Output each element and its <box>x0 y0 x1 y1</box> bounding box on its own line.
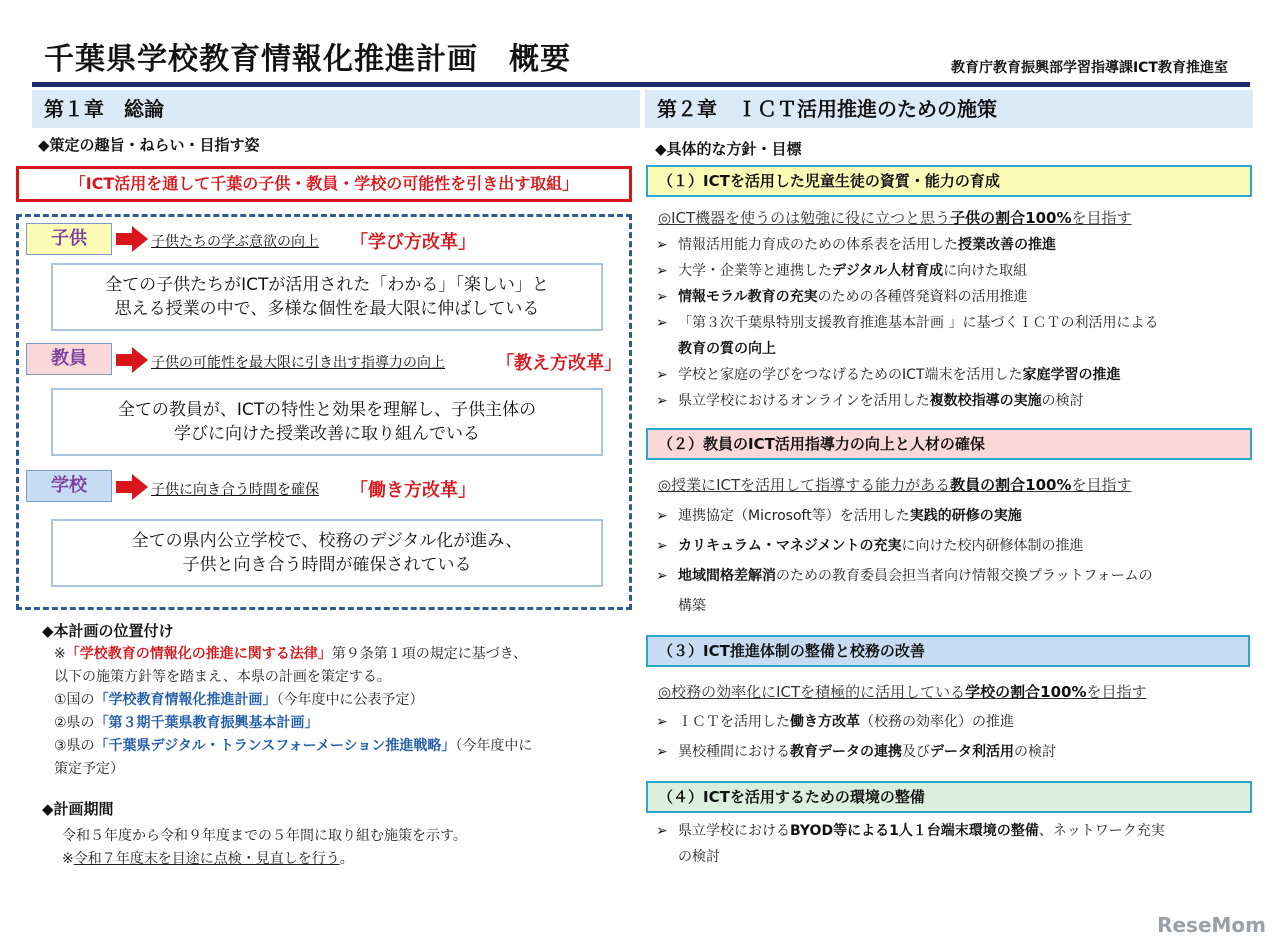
purpose-heading: ◆策定の趣旨・ねらい・目指す姿 <box>38 136 260 154</box>
list-item: ➢ 県立学校におけるオンラインを活用した複数校指導の実施の検討 <box>656 393 1084 409</box>
policy-heading: ◆具体的な方針・目標 <box>655 140 802 158</box>
desc-schools-line2: 子供と向き合う時間が確保されている <box>182 555 472 575</box>
section-2-list <box>656 505 1256 625</box>
goal-children: 子供たちの学ぶ意欲の向上 <box>151 234 319 250</box>
list-item: ➢ 学校と家庭の学びをつなげるためのICT端末を活用した家庭学習の推進 <box>656 367 1121 383</box>
resemom-logo: ReseMom <box>1157 913 1266 937</box>
reform-teaching: 「教え方改革」 <box>496 353 622 374</box>
desc-teachers-line1: 全ての教員が、ICTの特性と効果を理解し、子供主体の <box>117 400 537 420</box>
arrow-right-icon <box>116 347 148 373</box>
department-label: 教育庁教育振興部学習指導課ICT教育推進室 <box>950 60 1228 76</box>
period-text: 令和５年度から令和９年度までの５年間に取り組む施策を示す。 ※令和７年度末を目途に点検・見直しを行う。 <box>62 828 467 867</box>
list-item: ➢ 情報活用能力育成のための体系表を活用した授業改善の推進 <box>656 237 1056 253</box>
list-item-continued: 構築 <box>678 598 706 614</box>
section-2-header: （２）教員のICT活用指導力の向上と人材の確保 <box>646 428 1252 460</box>
prefecture-plan: 「第３期千葉県教育振興基本計画」 <box>94 715 319 731</box>
arrow-right-icon <box>116 474 148 500</box>
section-3-list <box>656 711 1256 771</box>
title-divider <box>32 82 1250 87</box>
tag-children: 子供 <box>26 223 112 255</box>
tag-schools: 学校 <box>26 470 112 502</box>
arrow-right-icon <box>116 226 148 252</box>
list-item: ➢ 「第３次千葉県特別支援教育推進基本計画 」に基づくＩＣＴの利活用による <box>656 315 1159 331</box>
desc-children-line1: 全ての子供たちがICTが活用された「わかる」「楽しい」と <box>105 275 549 295</box>
target-teachers: ◎授業にICTを活用して指導する能力がある教員の割合100%を目指す <box>658 476 1132 494</box>
goal-schools: 子供に向き合う時間を確保 <box>151 482 319 498</box>
list-item-continued: の検討 <box>678 849 720 865</box>
desc-children <box>51 263 603 331</box>
list-item: ➢ 大学・企業等と連携したデジタル人材育成に向けた取組 <box>656 263 1028 279</box>
section-3-header: （３）ICT推進体制の整備と校務の改善 <box>646 635 1250 667</box>
desc-teachers-line2: 学びに向けた授業改善に取り組んでいる <box>174 424 480 444</box>
chapter-1-header: 第１章 総論 <box>32 90 640 128</box>
law-name: 「学校教育の情報化の推進に関する法律」 <box>65 646 332 662</box>
section-1-list <box>656 234 1256 416</box>
desc-schools <box>51 519 603 587</box>
list-item: ➢ 情報モラル教育の充実のための各種啓発資料の活用推進 <box>656 289 1028 305</box>
reform-learning: 「学び方改革」 <box>350 232 476 253</box>
list-item: ➢ 地域間格差解消のための教育委員会担当者向け情報交換プラットフォームの <box>656 568 1153 584</box>
section-4-header: （４）ICTを活用するための環境の整備 <box>646 781 1252 813</box>
desc-teachers <box>51 388 603 456</box>
dx-strategy: 「千葉県デジタル・トランスフォーメーション推進戦略」 <box>94 738 456 754</box>
positioning-text: ※「学校教育の情報化の推進に関する法律」第９条第１項の規定に基づき、 以下の施策方針等を踏まえ、本県の計画を策定する。 ①国の「学校教育情報化推進計画」（今年度中に公表予定） ②県の「第３期千葉県教育振興基本計画」 ③県の「千葉県デジタル・トランスフォーメーション推進戦略」（今年度中に 策定予定） <box>54 646 533 777</box>
goal-teachers: 子供の可能性を最大限に引き出す指導力の向上 <box>151 355 445 371</box>
section-4-list <box>656 820 1256 872</box>
reform-working: 「働き方改革」 <box>350 480 476 501</box>
list-item-continued: 教育の質の向上 <box>678 341 776 357</box>
list-item: ➢ 連携協定（Microsoft等）を活用した実践的研修の実施 <box>656 508 1022 524</box>
target-schools: ◎校務の効率化にICTを積極的に活用している学校の割合100%を目指す <box>658 683 1147 701</box>
list-item: ➢ 異校種間における教育データの連携及びデータ利活用の検討 <box>656 744 1056 760</box>
page-title: 千葉県学校教育情報化推進計画 概要 <box>44 42 571 77</box>
desc-schools-line1: 全ての県内公立学校で、校務のデジタル化が進み、 <box>131 531 523 551</box>
chapter-2-header: 第２章 ＩＣＴ活用推進のための施策 <box>645 90 1253 128</box>
list-item: ➢ カリキュラム・マネジメントの充実に向けた校内研修体制の推進 <box>656 538 1084 554</box>
tag-teachers: 教員 <box>26 343 112 375</box>
list-item: ➢ ＩＣＴを活用した働き方改革（校務の効率化）の推進 <box>656 714 1014 730</box>
target-students: ◎ICT機器を使うのは勉強に役に立つと思う子供の割合100%を目指す <box>658 209 1132 227</box>
national-plan: 「学校教育情報化推進計画」 <box>94 692 277 708</box>
desc-children-line2: 思える授業の中で、多様な個性を最大限に伸ばしている <box>114 299 540 319</box>
slogan-box: 「ICT活用を通して千葉の子供・教員・学校の可能性を引き出す取組」 <box>16 166 632 202</box>
period-heading: ◆計画期間 <box>42 800 114 818</box>
section-1-header: （１）ICTを活用した児童生徒の資質・能力の育成 <box>646 165 1252 197</box>
positioning-heading: ◆本計画の位置付け <box>42 622 174 640</box>
list-item: ➢ 県立学校におけるBYOD等による1人１台端末環境の整備、ネットワーク充実 <box>656 823 1165 839</box>
